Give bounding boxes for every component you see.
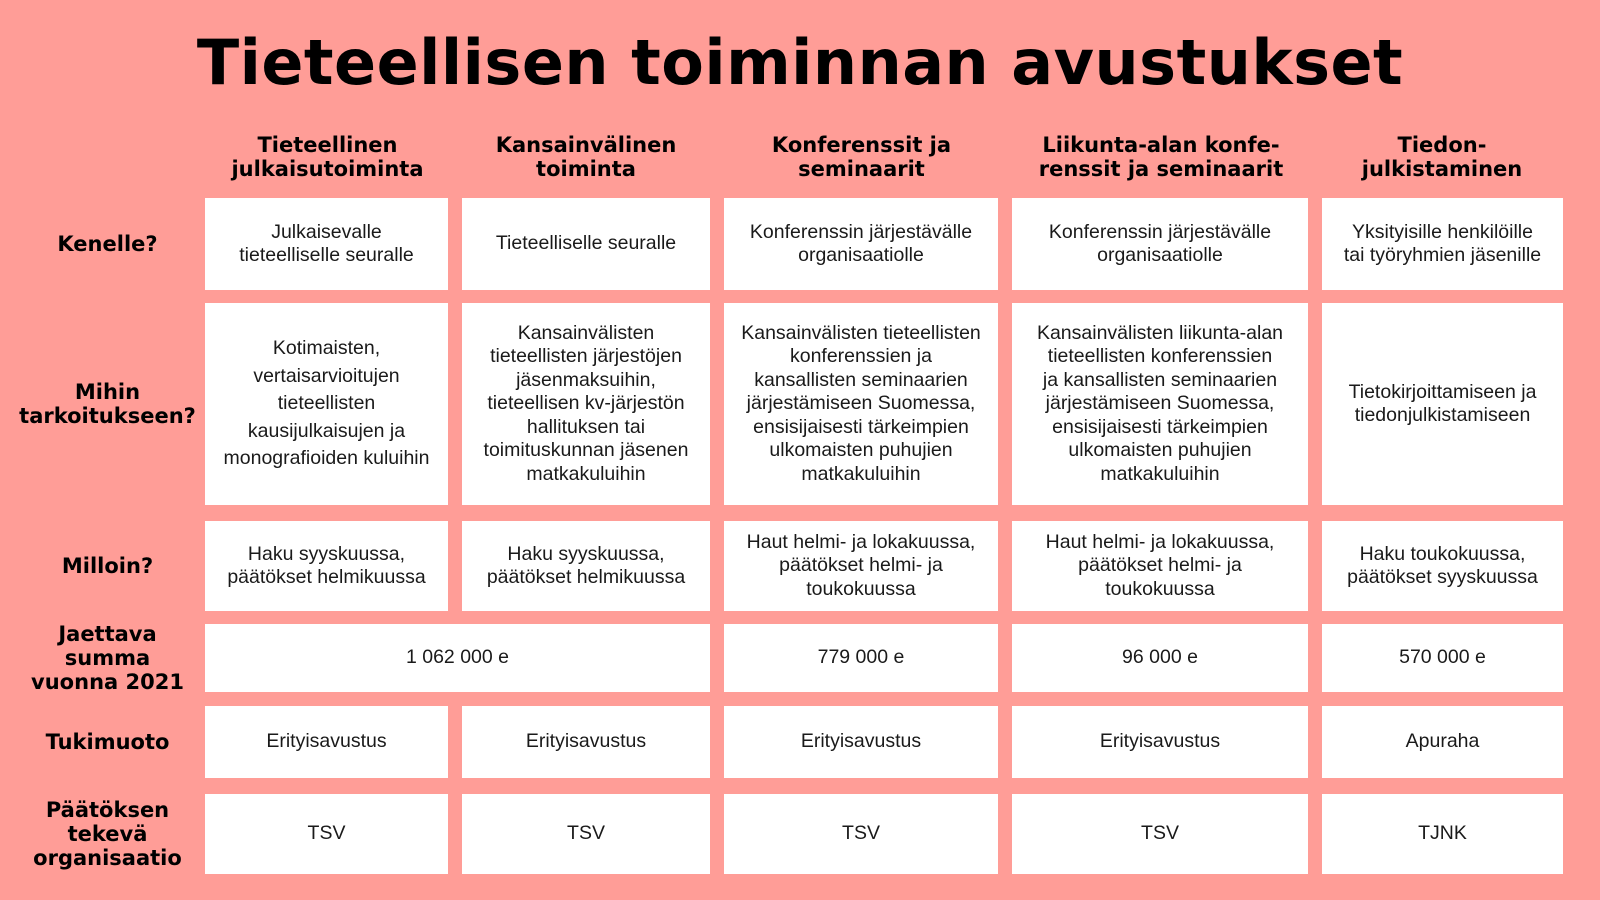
column-header-liikunta: Liikunta-alan konfe- renssit ja seminaarit [1038,133,1284,181]
table-cell: Yksityisille henkilöille tai työryhmien jäsenille [1322,198,1563,290]
row-header-mihin: Mihin tarkoitukseen? [19,380,196,428]
page-title: Tieteellisen toiminnan avustukset [196,26,1404,99]
table-cell: Erityisavustus [1012,706,1308,778]
column-header-tiedonjulkistaminen: Tiedon- julkistaminen [1361,133,1523,181]
table-cell: Haku syyskuussa, päätökset helmikuussa [205,521,448,611]
row-header-milloin: Milloin? [61,554,154,578]
row-header-paattaja: Päätöksen tekevä organisaatio [33,798,182,870]
table-cell: 570 000 e [1322,624,1563,692]
table-cell: Erityisavustus [462,706,710,778]
table-cell: Julkaisevalle tieteelliselle seuralle [205,198,448,290]
table-cell: 779 000 e [724,624,998,692]
column-header-kansainvalinen: Kansainvälinen toiminta [495,133,677,181]
table-cell: Kansainvälisten liikunta-alan tieteellisten konferenssien ja kansallisten seminaarien järjestämiseen Suomessa, ensisijaisesti tärkeimpien ulkomaisten puhujien matkakuluihin [1012,303,1308,505]
table-cell: Kotimaisten, vertaisarvioitujen tieteellisten kausijulkaisujen ja monografioiden kuluihin [205,303,448,505]
table-cell: Erityisavustus [724,706,998,778]
table-cell: TSV [1012,794,1308,874]
table-cell: TSV [724,794,998,874]
table-cell: TSV [205,794,448,874]
table-cell: Erityisavustus [205,706,448,778]
table-cell: TSV [462,794,710,874]
column-header-konferenssit: Konferenssit ja seminaarit [771,133,952,181]
table-cell: Tieteelliselle seuralle [462,198,710,290]
table-cell: Konferenssin järjestävälle organisaatiolle [1012,198,1308,290]
table-cell: Haku toukokuussa, päätökset syyskuussa [1322,521,1563,611]
table-cell: Apuraha [1322,706,1563,778]
row-header-tukimuoto: Tukimuoto [45,730,170,754]
table-cell: Tietokirjoittamiseen ja tiedonjulkistamiseen [1322,303,1563,505]
table-cell: Konferenssin järjestävälle organisaatiolle [724,198,998,290]
row-header-kenelle: Kenelle? [57,232,158,256]
table-cell: Haut helmi- ja lokakuussa, päätökset helmi- ja toukokuussa [724,521,998,611]
table-cell: Haku syyskuussa, päätökset helmikuussa [462,521,710,611]
table-cell: Haut helmi- ja lokakuussa, päätökset helmi- ja toukokuussa [1012,521,1308,611]
table-cell: TJNK [1322,794,1563,874]
table-cell: Kansainvälisten tieteellisten konferenssien ja kansallisten seminaarien järjestämiseen Suomessa, ensisijaisesti tärkeimpien ulkomaisten puhujien matkakuluihin [724,303,998,505]
table-cell: 96 000 e [1012,624,1308,692]
table-cell: Kansainvälisten tieteellisten järjestöjen jäsenmaksuihin, tieteellisen kv-järjestön hallituksen tai toimituskunnan jäsenen matkakuluihin [462,303,710,505]
table-cell: 1 062 000 e [205,624,710,692]
row-header-summa: Jaettava summa vuonna 2021 [31,622,184,694]
column-header-julkaisutoiminta: Tieteellinen julkaisutoiminta [231,133,424,181]
